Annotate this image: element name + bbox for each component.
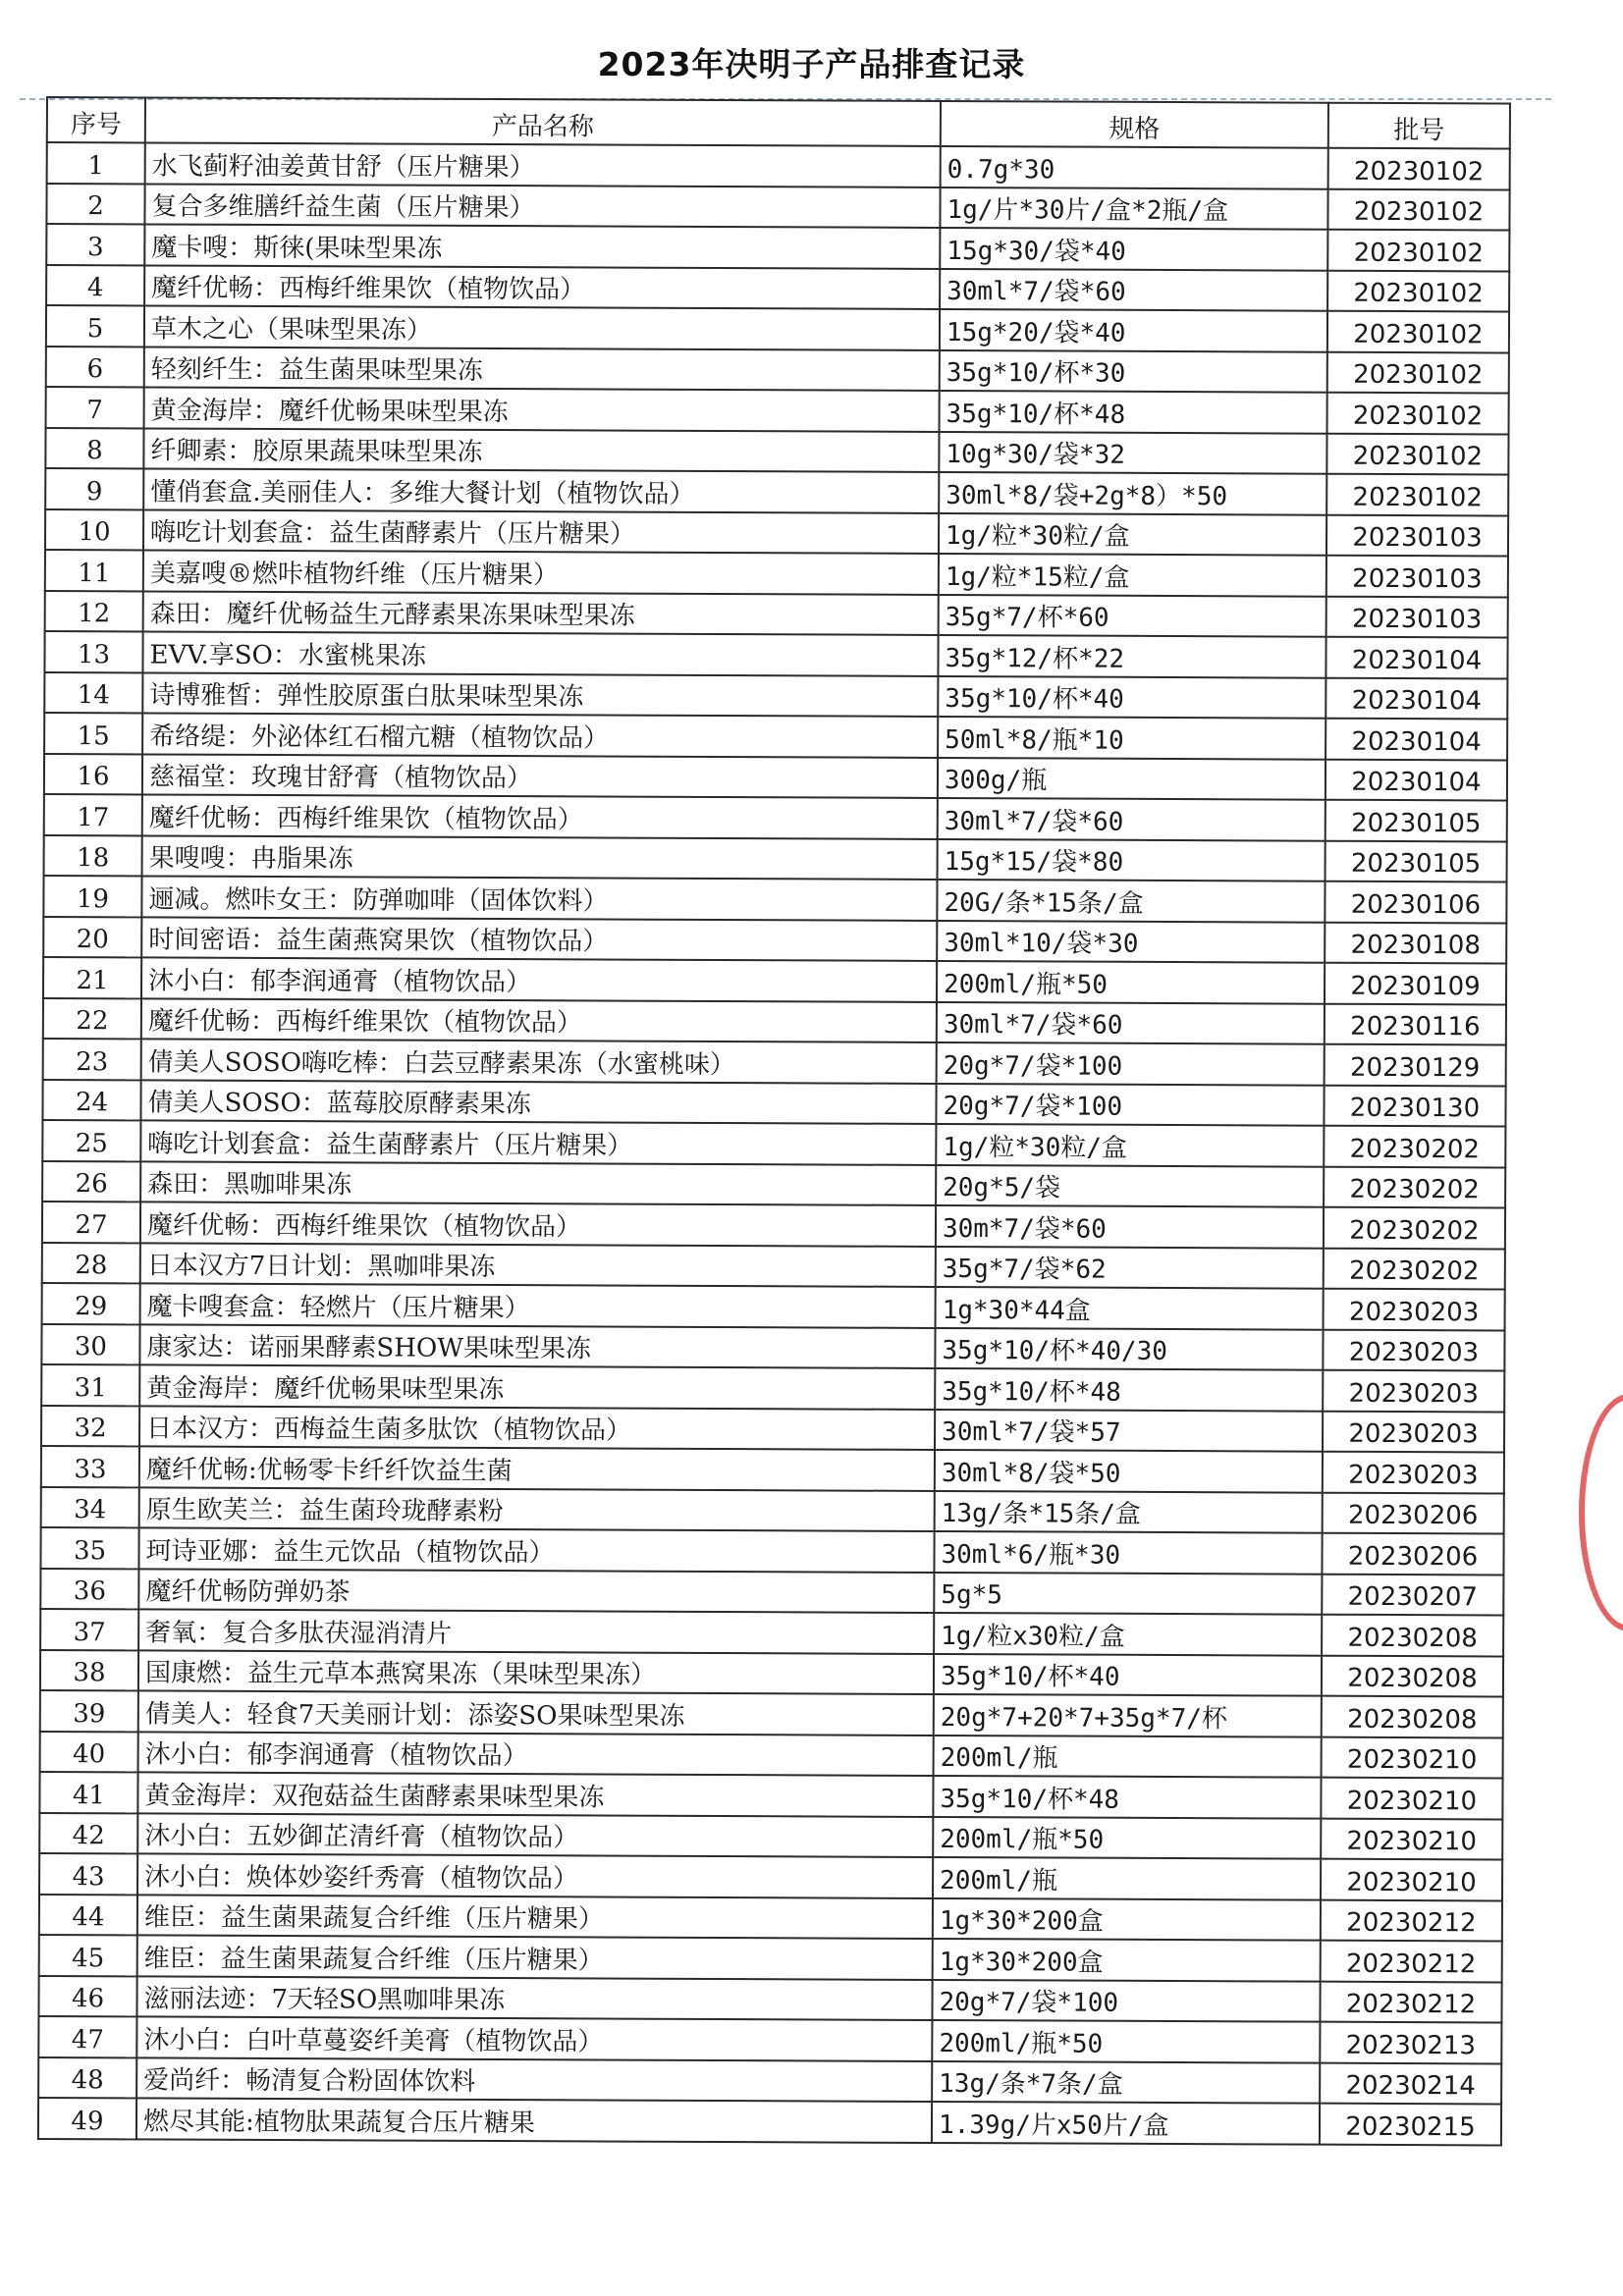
cell-product-name: 复合多维膳纤益生菌（压片糖果） [144,184,940,228]
cell-product-name: 日本汉方7日计划：黑咖啡果冻 [140,1243,936,1287]
table-row [40,1690,1503,1737]
cell-seq: 20 [43,916,141,957]
cell-seq: 1 [47,142,145,184]
cell-spec: 35g*10/杯*40 [934,1653,1322,1695]
cell-batch: 20230210 [1321,1859,1502,1900]
table-row [42,1120,1505,1167]
cell-spec: 30m*7/袋*60 [936,1205,1324,1248]
cell-batch: 20230203 [1323,1452,1504,1493]
cell-product-name: 水飞蓟籽油姜黄甘舒（压片糖果） [145,142,941,187]
table-row [41,1446,1504,1493]
cell-seq: 37 [40,1609,138,1650]
cell-product-name: 魔纤优畅:优畅零卡纤纤饮益生菌 [139,1446,935,1490]
cell-seq: 33 [41,1446,139,1487]
cell-spec: 30ml*7/袋*57 [935,1409,1323,1451]
cell-seq: 16 [44,753,142,794]
cell-product-name: 诗博雅皙：弹性胶原蛋白肽果味型果冻 [142,672,938,717]
cell-spec: 200ml/瓶*50 [937,961,1325,1003]
table-row [42,1283,1505,1330]
cell-spec: 1g/片*30片/盒*2瓶/盒 [940,187,1327,229]
cell-product-name: 滋丽法迹：7天轻SO黑咖啡果冻 [136,1976,932,2020]
cell-seq: 11 [45,550,143,591]
cell-product-name: 魔纤优畅防弹奶茶 [138,1569,934,1613]
table-row [38,1975,1501,2022]
cell-spec: 300g/瓶 [938,757,1325,799]
table-row [43,1039,1506,1086]
table-row [46,347,1509,394]
document-title: 2023年决明子产品排查记录 [597,45,1026,83]
cell-seq: 48 [38,2056,136,2098]
cell-seq: 6 [46,347,144,388]
cell-batch: 20230212 [1321,1899,1502,1941]
table-row [43,876,1506,923]
cell-spec: 5g*5 [934,1572,1322,1614]
cell-batch: 20230215 [1320,2104,1501,2145]
cell-product-name: 森田：黑咖啡果冻 [140,1161,936,1205]
cell-seq: 19 [43,876,141,917]
cell-spec: 15g*30/袋*40 [940,228,1327,270]
cell-spec: 1g/粒*30粒/盒 [939,512,1326,555]
cell-seq: 13 [44,631,142,672]
cell-product-name: 希络缇：外泌体红石榴亢糖（植物饮品） [142,713,938,757]
cell-batch: 20230108 [1325,922,1506,963]
cell-spec: 0.7g*30 [941,146,1328,188]
cell-spec: 20g*7+20*7+35g*7/杯 [934,1694,1322,1736]
cell-spec: 1g/粒*30粒/盒 [936,1124,1324,1166]
table-row [46,184,1509,231]
cell-seq: 40 [40,1731,138,1772]
cell-seq: 47 [38,2016,136,2057]
cell-product-name: 沐小白：五妙御芷清纤膏（植物饮品） [137,1813,933,1857]
cell-product-name: 沐小白：焕体妙姿纤秀膏（植物饮品） [137,1853,933,1897]
cell-batch: 20230210 [1322,1736,1503,1778]
cell-seq: 25 [42,1120,140,1161]
cell-product-name: 奢氧：复合多肽茯湿消清片 [138,1609,934,1653]
cell-spec: 50ml*8/瓶*10 [938,717,1325,759]
cell-seq: 23 [43,1039,141,1080]
cell-spec: 30ml*7/袋*60 [937,1001,1325,1043]
cell-spec: 20g*7/袋*100 [937,1042,1325,1085]
cell-spec: 35g*10/杯*40/30 [935,1327,1323,1369]
cell-batch: 20230102 [1327,270,1509,311]
cell-batch: 20230206 [1323,1492,1504,1533]
cell-batch: 20230106 [1325,881,1506,923]
table-row [41,1486,1504,1533]
cell-seq: 35 [40,1527,138,1569]
cell-product-name: 日本汉方：西梅益生菌多肽饮（植物饮品） [139,1406,935,1450]
table-row [39,1853,1502,1900]
cell-seq: 45 [39,1935,137,1976]
table-row [46,265,1509,312]
header-seq: 序号 [47,97,145,142]
cell-seq: 26 [42,1160,140,1201]
cell-spec: 30ml*10/袋*30 [937,920,1325,962]
cell-product-name: 燃尽其能:植物肽果蔬复合压片糖果 [136,2098,932,2142]
cell-product-name: 森田：魔纤优畅益生元酵素果冻果味型果冻 [143,591,939,635]
cell-seq: 43 [39,1853,137,1895]
cell-product-name: 魔卡嗖套盒：轻燃片（压片糖果） [140,1283,936,1327]
cell-seq: 10 [45,509,143,551]
cell-product-name: 魔纤优畅：西梅纤维果饮（植物饮品） [144,265,940,309]
cell-spec: 35g*7/杯*60 [939,594,1326,636]
cell-batch: 20230203 [1323,1329,1504,1370]
cell-batch: 20230213 [1320,2022,1501,2063]
cell-spec: 30ml*7/袋*60 [938,798,1325,840]
cell-batch: 20230104 [1325,637,1507,678]
cell-spec: 200ml/瓶*50 [932,2020,1320,2062]
cell-spec: 20g*5/袋 [936,1164,1324,1206]
cell-batch: 20230105 [1325,840,1507,881]
cell-seq: 17 [44,794,142,835]
cell-batch: 20230212 [1320,1981,1501,2022]
cell-product-name: 纤卿素：胶原果蔬果味型果冻 [143,428,939,472]
cell-spec: 35g*10/杯*30 [940,349,1327,392]
table-row [39,1935,1502,1982]
cell-spec: 30ml*8/袋+2g*8）*50 [939,472,1326,514]
cell-spec: 15g*15/袋*80 [938,838,1325,881]
table-row [43,916,1506,963]
cell-batch: 20230102 [1328,148,1510,189]
cell-product-name: 黄金海岸：魔纤优畅果味型果冻 [139,1364,935,1409]
cell-batch: 20230130 [1324,1085,1505,1126]
table-row [38,2056,1501,2104]
cell-batch: 20230129 [1325,1044,1506,1086]
cell-batch: 20230105 [1325,800,1507,841]
header-name: 产品名称 [145,97,941,146]
cell-spec: 1g/粒x30粒/盒 [934,1613,1322,1655]
cell-batch: 20230102 [1326,474,1508,515]
cell-spec: 1g*30*200盒 [933,1939,1321,1981]
table-row [39,1812,1502,1859]
cell-batch: 20230103 [1326,556,1508,597]
cell-batch: 20230109 [1325,963,1506,1004]
table-row [46,305,1509,352]
cell-product-name: 魔卡嗖：斯徕(果味型果冻 [144,224,940,268]
cell-product-name: 维臣：益生菌果蔬复合纤维（压片糖果） [137,1935,933,1979]
table-row [44,671,1507,719]
cell-product-name: 维臣：益生菌果蔬复合纤维（压片糖果） [137,1895,933,1939]
cell-product-name: 魔纤优畅：西梅纤维果饮（植物饮品） [142,794,938,838]
cell-batch: 20230202 [1324,1126,1505,1167]
cell-seq: 18 [44,834,142,876]
table-row [44,753,1507,800]
cell-product-name: 倩美人SOSO：蓝莓胶原酵素果冻 [140,1080,936,1124]
cell-seq: 46 [38,1975,136,2016]
cell-batch: 20230203 [1324,1289,1505,1330]
cell-batch: 20230102 [1326,433,1508,474]
cell-product-name: 嗨吃计划套盒：益生菌酵素片（压片糖果） [140,1120,936,1164]
header-spec: 规格 [941,101,1328,148]
cell-seq: 15 [44,713,142,754]
cell-batch: 20230207 [1322,1574,1503,1615]
cell-product-name: 嗨吃计划套盒：益生菌酵素片（压片糖果） [143,509,939,554]
table-row [45,468,1508,515]
cell-seq: 5 [46,305,144,347]
cell-spec: 200ml/瓶*50 [933,1816,1321,1858]
cell-batch: 20230202 [1324,1166,1505,1207]
header-row [47,97,1510,149]
cell-seq: 7 [46,387,144,428]
cell-product-name: 果嗖嗖：冉脂果冻 [142,835,938,880]
table-row [47,142,1510,189]
cell-spec: 13g/条*7条/盒 [932,2060,1320,2103]
cell-batch: 20230203 [1323,1411,1504,1452]
cell-batch: 20230208 [1322,1655,1503,1696]
table-row [41,1364,1504,1412]
cell-seq: 31 [41,1364,139,1406]
table-row [42,1201,1505,1249]
table-row [44,834,1507,881]
table-body [38,142,1510,2145]
cell-batch: 20230102 [1327,188,1509,230]
cell-product-name: 沐小白：郁李润通膏（植物饮品） [141,957,937,1001]
cell-seq: 49 [38,2098,136,2139]
table-row [39,1894,1502,1941]
cell-product-name: 魔纤优畅：西梅纤维果饮（植物饮品） [140,1201,936,1246]
cell-spec: 200ml/瓶 [934,1735,1322,1777]
cell-product-name: 美嘉嗖®燃咔植物纤维（压片糖果） [143,550,939,594]
cell-batch: 20230208 [1322,1615,1503,1656]
cell-product-name: 黄金海岸：双孢菇益生菌酵素果味型果冻 [137,1772,933,1816]
cell-batch: 20230210 [1321,1818,1502,1859]
table-header [47,97,1510,149]
table-row [38,2016,1501,2063]
table-row [43,997,1506,1044]
table-row [42,1242,1505,1289]
cell-seq: 42 [39,1812,137,1853]
cell-spec: 20G/条*15条/盒 [937,880,1325,922]
cell-seq: 4 [46,265,144,306]
cell-spec: 30ml*7/袋*60 [940,268,1327,310]
cell-product-name: 时间密语：益生菌燕窝果饮（植物饮品） [141,917,937,961]
cell-batch: 20230102 [1327,230,1509,271]
cell-batch: 20230102 [1327,311,1509,352]
cell-product-name: 草木之心（果味型果冻） [144,305,940,349]
cell-batch: 20230208 [1322,1696,1503,1737]
table-row [44,794,1507,841]
cell-seq: 41 [39,1772,137,1813]
cell-batch: 20230206 [1322,1533,1503,1575]
cell-spec: 20g*7/袋*100 [932,1979,1320,2021]
cell-spec: 35g*10/杯*48 [940,391,1327,433]
cell-batch: 20230116 [1325,1003,1506,1044]
table-row [45,550,1508,597]
table-row [42,1079,1505,1126]
cell-seq: 2 [46,184,144,225]
cell-seq: 38 [40,1649,138,1690]
table-row [45,428,1508,475]
cell-product-name: 康家达：诺丽果酵素SHOW果味型果冻 [139,1324,935,1368]
header-batch: 批号 [1328,103,1510,149]
cell-seq: 27 [42,1201,140,1243]
cell-batch: 20230210 [1321,1778,1502,1819]
cell-spec: 200ml/瓶 [933,1857,1321,1899]
records-table [37,96,1511,2146]
cell-spec: 1g*30*200盒 [933,1897,1321,1940]
cell-seq: 30 [41,1323,139,1364]
table-row [39,1772,1502,1819]
cell-product-name: EVV.享SO：水蜜桃果冻 [142,631,938,675]
cell-spec: 1g*30*44盒 [936,1287,1324,1329]
red-seal-stamp [1579,1394,1623,1631]
cell-spec: 30ml*6/瓶*30 [934,1531,1322,1574]
table-row [40,1609,1503,1656]
cell-product-name: 魔纤优畅：西梅纤维果饮（植物饮品） [141,998,937,1042]
table-row [46,224,1509,271]
cell-spec: 35g*10/杯*40 [938,675,1325,718]
cell-product-name: 珂诗亚娜：益生元饮品（植物饮品） [138,1527,934,1572]
cell-seq: 34 [41,1486,139,1527]
cell-spec: 35g*10/杯*48 [933,1776,1321,1818]
cell-seq: 14 [44,671,142,713]
cell-spec: 35g*7/袋*62 [936,1246,1324,1288]
cell-batch: 20230104 [1325,759,1507,800]
cell-product-name: 倩美人SOSO嗨吃棒：白芸豆酵素果冻（水蜜桃味） [141,1039,937,1083]
table-row [38,2098,1501,2145]
cell-product-name: 原生欧芙兰：益生菌玲珑酵素粉 [139,1487,935,1531]
cell-seq: 44 [39,1894,137,1935]
cell-batch: 20230202 [1324,1207,1505,1249]
cell-spec: 30ml*8/袋*50 [935,1450,1323,1492]
cell-batch: 20230202 [1324,1248,1505,1289]
cell-product-name: 爱尚纤：畅清复合粉固体饮料 [136,2057,932,2102]
cell-batch: 20230104 [1325,677,1507,719]
cell-batch: 20230102 [1327,393,1509,434]
cell-spec: 35g*10/杯*48 [935,1368,1323,1411]
table-row [40,1527,1503,1575]
cell-spec: 35g*12/杯*22 [938,635,1325,677]
cell-batch: 20230103 [1326,514,1508,556]
table-row [41,1323,1504,1370]
table-row [40,1568,1503,1615]
cell-spec: 20g*7/袋*100 [936,1083,1324,1125]
cell-product-name: 国康燃：益生元草本燕窝果冻（果味型果冻） [138,1650,934,1694]
cell-product-name: 逦减。燃咔女王：防弹咖啡（固体饮料） [141,876,937,920]
cell-product-name: 懂俏套盒.美丽佳人：多维大餐计划（植物饮品） [143,468,939,512]
table-row [44,631,1507,678]
cell-spec: 10g*30/袋*32 [939,431,1326,473]
cell-spec: 1g/粒*15粒/盒 [939,554,1326,596]
cell-seq: 39 [40,1690,138,1732]
cell-seq: 12 [45,590,143,631]
cell-batch: 20230103 [1326,596,1508,637]
table-row [45,590,1508,637]
cell-product-name: 慈福堂：玫瑰甘舒膏（植物饮品） [142,754,938,798]
cell-seq: 29 [42,1283,140,1324]
cell-seq: 21 [43,957,141,998]
cell-product-name: 倩美人：轻食7天美丽计划：添姿SO果味型果冻 [138,1690,934,1735]
cell-seq: 22 [43,997,141,1039]
cell-product-name: 黄金海岸：魔纤优畅果味型果冻 [144,387,940,431]
table-row [40,1731,1503,1778]
cell-spec: 15g*20/袋*40 [940,309,1327,351]
cell-seq: 8 [45,428,143,469]
table-row [41,1405,1504,1452]
table-row [45,509,1508,557]
table-row [40,1649,1503,1696]
table-row [44,713,1507,760]
cell-seq: 28 [42,1242,140,1283]
cell-product-name: 轻刻纤生：益生菌果味型果冻 [144,347,940,391]
cell-product-name: 沐小白：白叶草蔓姿纤美膏（植物饮品） [136,2016,932,2060]
cell-seq: 36 [40,1568,138,1609]
cell-batch: 20230214 [1320,2062,1501,2104]
cell-spec: 13g/条*15条/盒 [935,1490,1323,1532]
cell-seq: 3 [46,224,144,265]
cell-seq: 32 [41,1405,139,1446]
cell-product-name: 沐小白：郁李润通膏（植物饮品） [138,1732,934,1776]
cell-seq: 9 [45,468,143,509]
cell-batch: 20230102 [1327,351,1509,393]
table-row [42,1160,1505,1207]
cell-spec: 1.39g/片x50片/盒 [932,2102,1320,2144]
table-row [43,957,1506,1004]
cell-batch: 20230104 [1325,719,1507,760]
cell-batch: 20230203 [1323,1370,1504,1412]
cell-seq: 24 [42,1079,140,1120]
table-row [46,387,1509,434]
cell-batch: 20230212 [1321,1941,1502,1982]
